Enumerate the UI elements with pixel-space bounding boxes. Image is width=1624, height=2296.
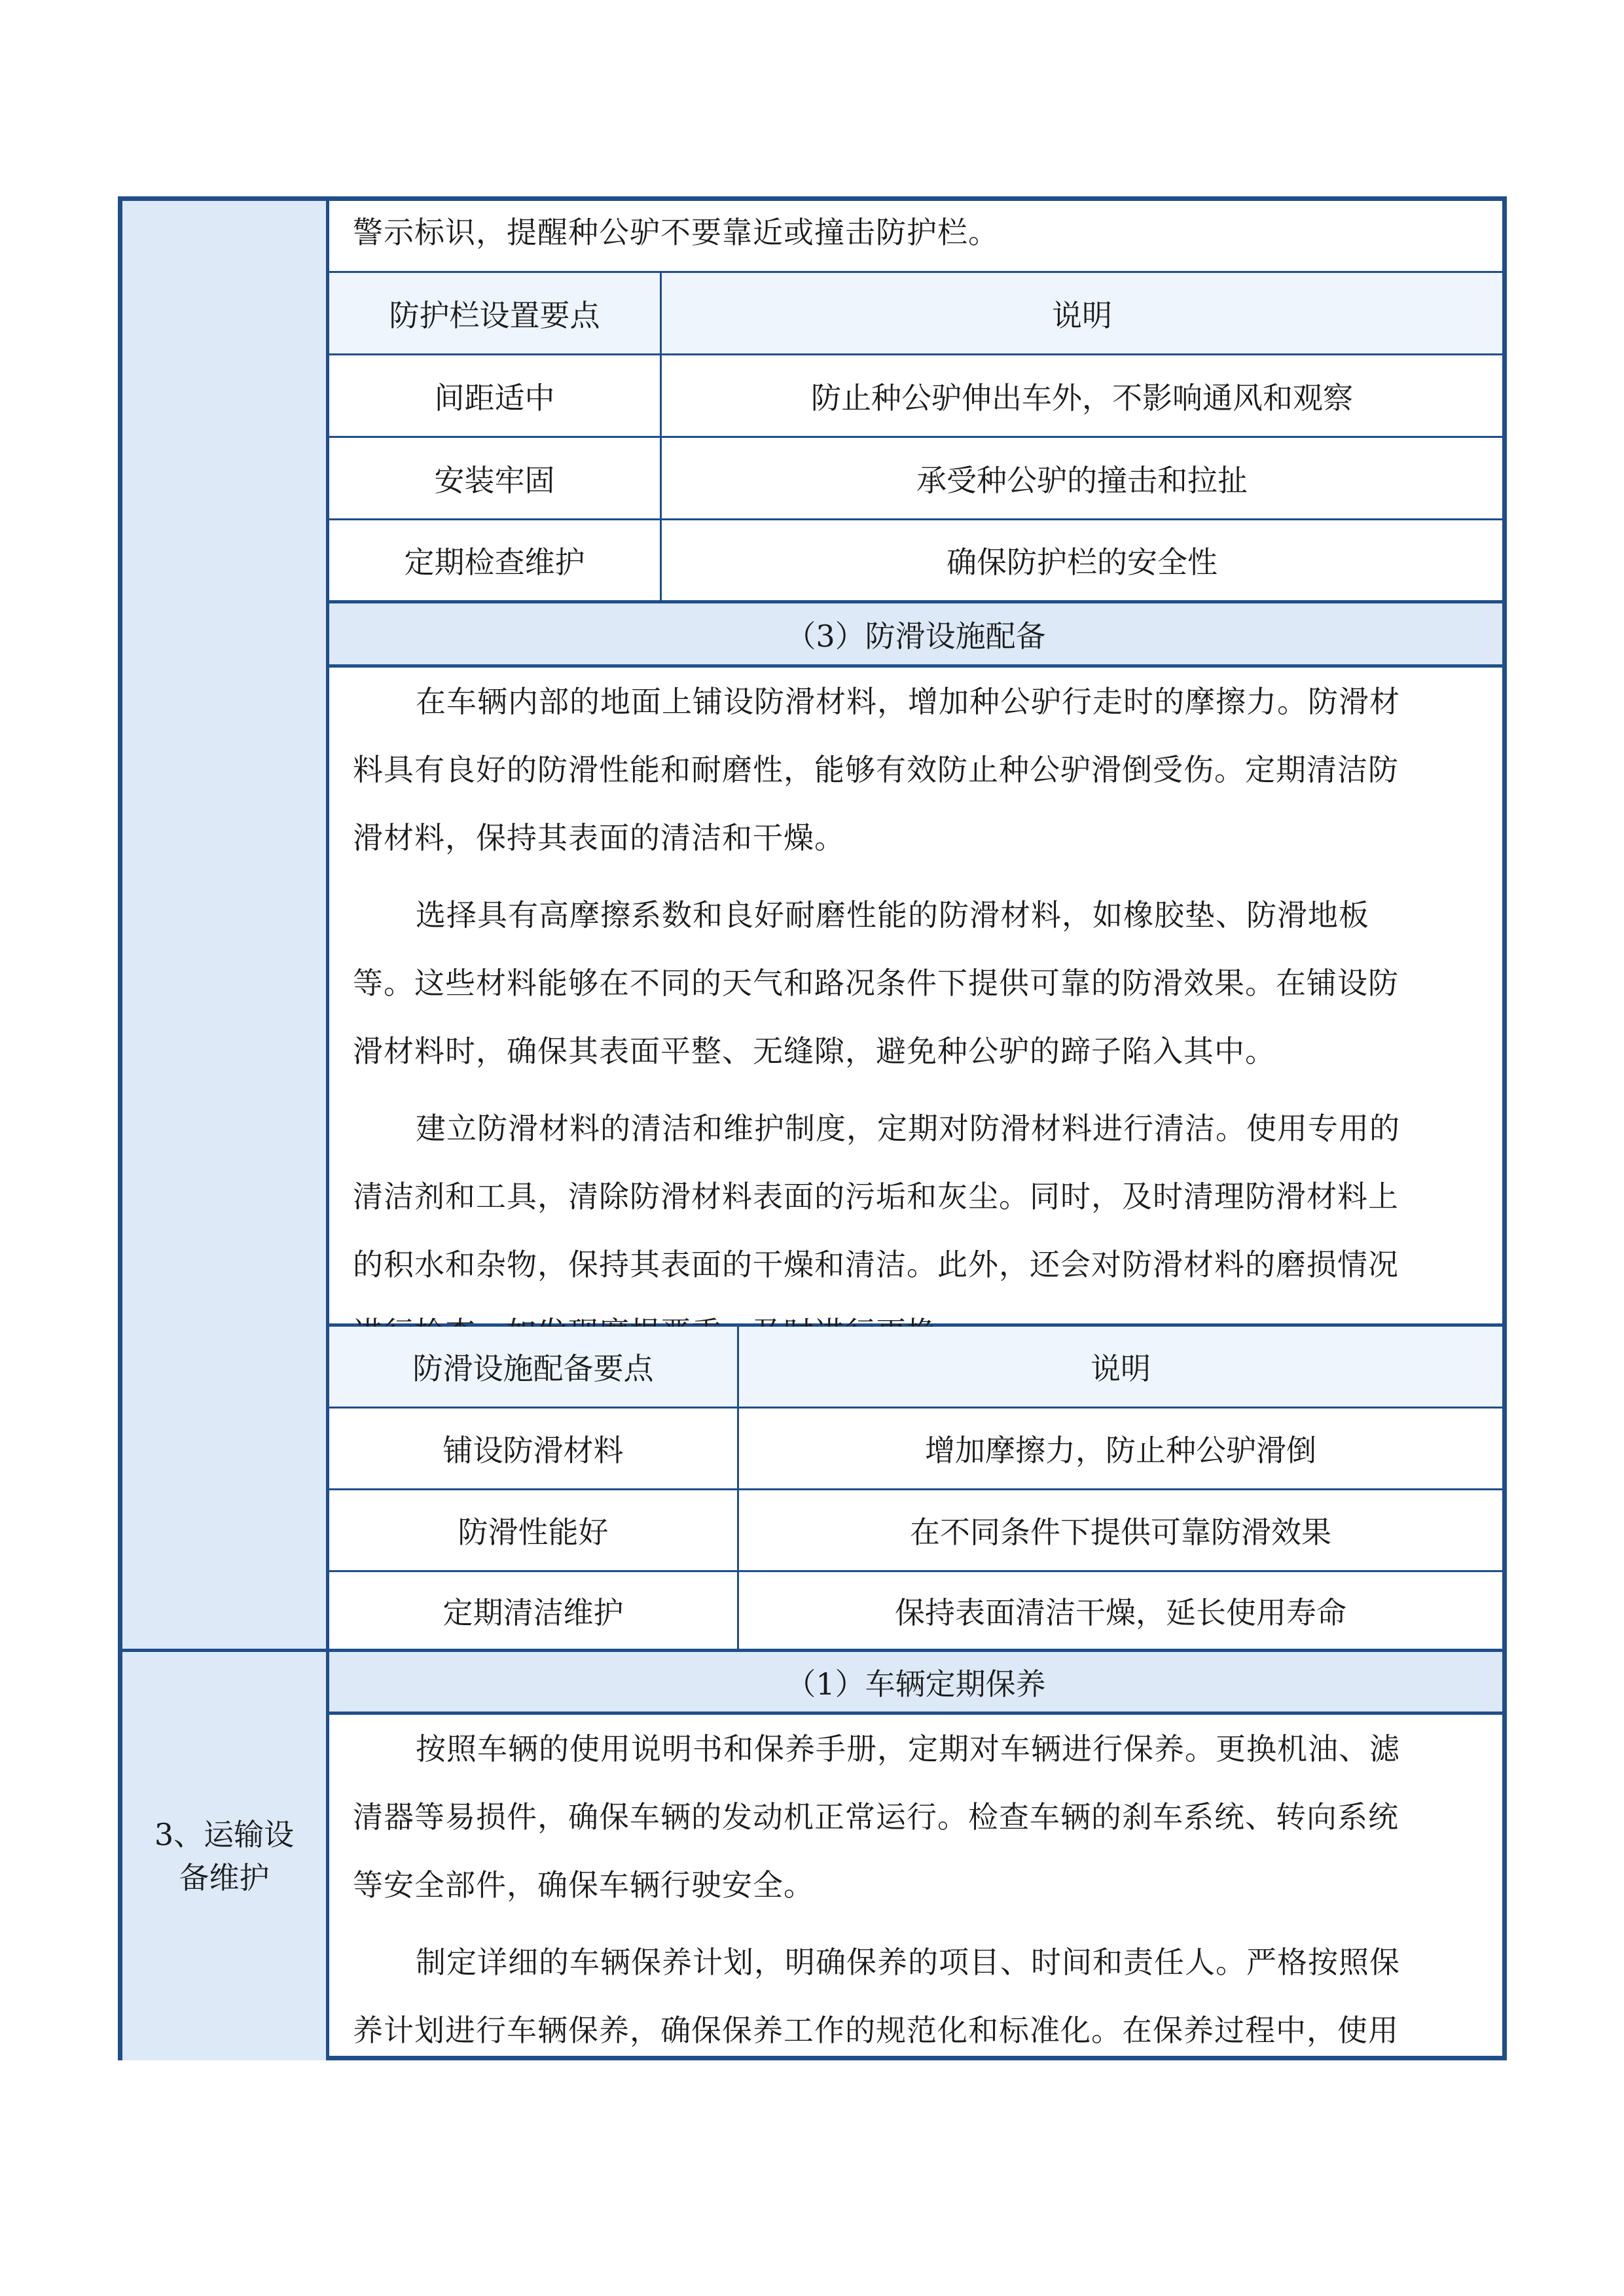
paragraph-line: 建立防滑材料的清洁和维护制度，定期对防滑材料进行清洁。使用专用的 xyxy=(416,1111,1400,1146)
fence-row-desc: 确保防护栏的安全性 xyxy=(947,545,1218,580)
paragraph-line: 按照车辆的使用说明书和保养手册，定期对车辆进行保养。更换机油、滤 xyxy=(416,1731,1400,1767)
antislip-table-header xyxy=(329,1327,1502,1408)
paragraph-line: 制定详细的车辆保养计划，明确保养的项目、时间和责任人。严格按照保 xyxy=(416,1945,1400,1980)
section-label-cell xyxy=(122,1649,329,2060)
paragraph-line: 等安全部件，确保车辆行驶安全。 xyxy=(353,1867,814,1903)
right-column xyxy=(329,201,1502,2056)
antislip-row-desc: 在不同条件下提供可靠防滑效果 xyxy=(910,1515,1331,1550)
paragraph-line: 清器等易损件，确保车辆的发动机正常运行。检查车辆的刹车系统、转向系统 xyxy=(353,1799,1399,1835)
fence-row-point: 定期检查维护 xyxy=(329,520,662,600)
paragraph-line: 滑材料，保持其表面的清洁和干燥。 xyxy=(353,820,845,855)
paragraph-line: 清洁剂和工具，清除防滑材料表面的污垢和灰尘。同时，及时清理防滑材料上 xyxy=(353,1179,1399,1214)
antislip-section-title xyxy=(329,603,1502,668)
fence-row-point: 间距适中 xyxy=(329,355,662,436)
fence-header-point: 防护栏设置要点 xyxy=(329,273,662,353)
intro-line xyxy=(329,201,1502,273)
fence-header-desc: 说明 xyxy=(1052,297,1112,333)
fence-row-desc: 承受种公驴的撞击和拉扯 xyxy=(916,462,1248,498)
left-column-continued xyxy=(122,201,329,1649)
antislip-title-text: （3）防滑设施配备 xyxy=(785,618,1046,654)
fence-row-desc: 防止种公驴伸出车外，不影响通风和观察 xyxy=(811,380,1353,416)
antislip-table-row xyxy=(329,1572,1502,1652)
antislip-row-desc: 增加摩擦力，防止种公驴滑倒 xyxy=(925,1433,1316,1468)
fence-table-row xyxy=(329,438,1502,520)
antislip-table-row xyxy=(329,1490,1502,1572)
fence-table-row xyxy=(329,355,1502,438)
fence-row-point: 安装牢固 xyxy=(329,438,662,518)
content-table xyxy=(118,196,1507,2060)
antislip-header-desc: 说明 xyxy=(1091,1351,1151,1386)
section-label-line1: 3、运输设 xyxy=(154,1817,295,1852)
paragraph-line: 选择具有高摩擦系数和良好耐磨性能的防滑材料，如橡胶垫、防滑地板 xyxy=(416,897,1369,933)
antislip-row-desc: 保持表面清洁干燥，延长使用寿命 xyxy=(895,1594,1346,1630)
maintenance-title-text: （1）车辆定期保养 xyxy=(785,1666,1046,1702)
section-label-line2: 备维护 xyxy=(179,1860,270,1895)
antislip-row-point: 定期清洁维护 xyxy=(329,1572,739,1649)
fence-table-row xyxy=(329,520,1502,603)
paragraph-line: 料具有良好的防滑性能和耐磨性，能够有效防止种公驴滑倒受伤。定期清洁防 xyxy=(353,752,1399,787)
paragraph-line: 等。这些材料能够在不同的天气和路况条件下提供可靠的防滑效果。在铺设防 xyxy=(353,965,1399,1001)
intro-text: 警示标识，提醒种公驴不要靠近或撞击防护栏。 xyxy=(353,215,999,250)
maintenance-paragraphs xyxy=(329,1715,1502,2056)
maintenance-section-title xyxy=(329,1652,1502,1715)
antislip-paragraphs xyxy=(329,668,1502,1327)
paragraph-line: 在车辆内部的地面上铺设防滑材料，增加种公驴行走时的摩擦力。防滑材 xyxy=(416,684,1400,719)
fence-table-header xyxy=(329,273,1502,355)
antislip-header-point: 防滑设施配备要点 xyxy=(329,1327,739,1407)
paragraph-line: 的积水和杂物，保持其表面的干燥和清洁。此外，还会对防滑材料的磨损情况 xyxy=(353,1247,1399,1282)
paragraph-line: 滑材料时，确保其表面平整、无缝隙，避免种公驴的蹄子陷入其中。 xyxy=(353,1033,1276,1069)
paragraph-line: 养计划进行车辆保养，确保保养工作的规范化和标准化。在保养过程中，使用 xyxy=(353,2013,1399,2048)
antislip-row-point: 防滑性能好 xyxy=(329,1490,739,1570)
antislip-row-point: 铺设防滑材料 xyxy=(329,1408,739,1488)
antislip-table-row xyxy=(329,1408,1502,1490)
